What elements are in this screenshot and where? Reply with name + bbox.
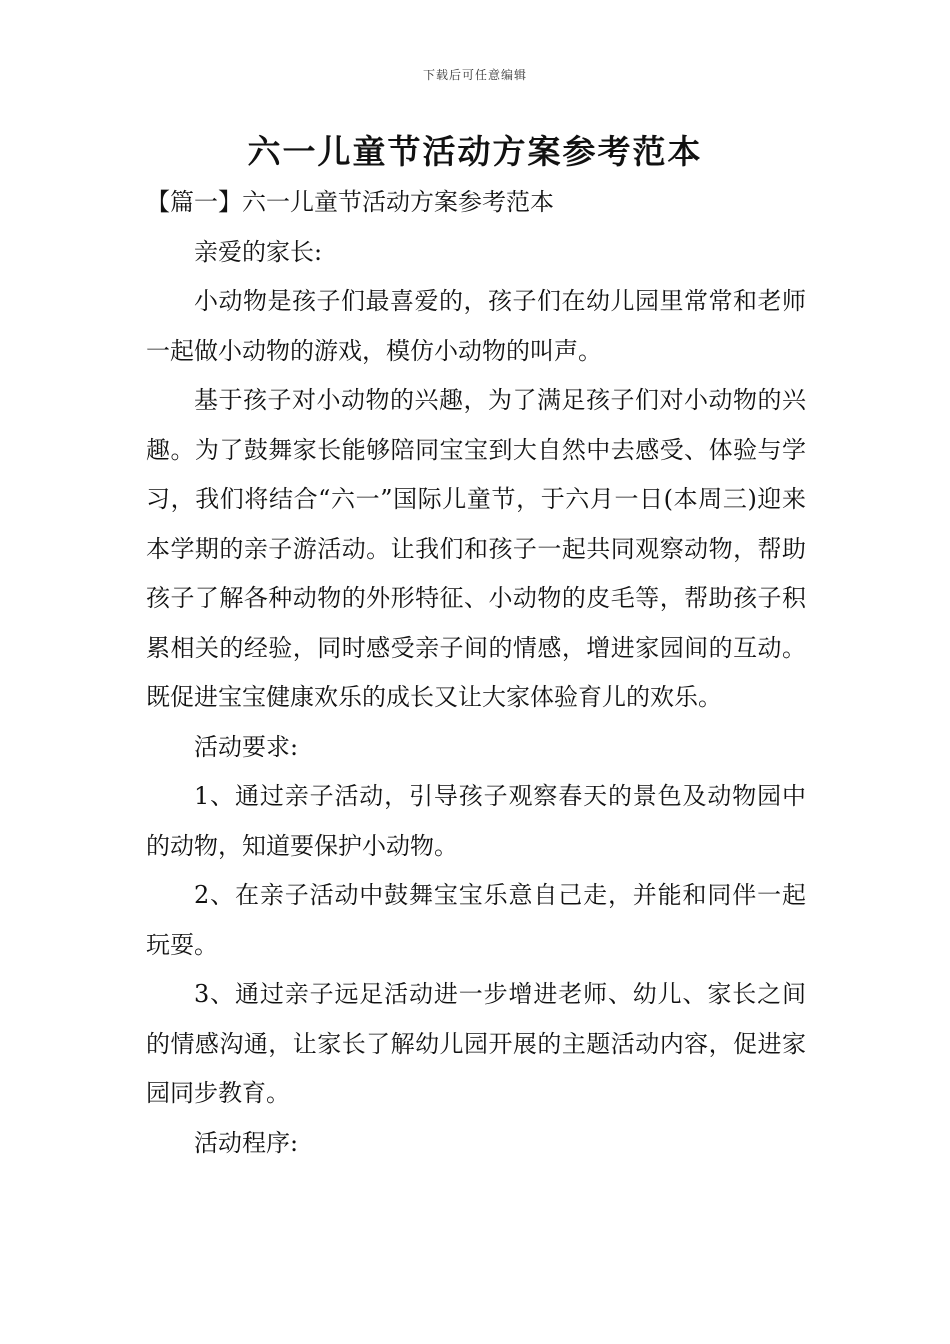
- heading-requirements: 活动要求:: [194, 732, 299, 761]
- header-note: 下载后可任意编辑: [422, 68, 527, 82]
- heading-procedure: 活动程序:: [194, 1128, 299, 1157]
- document-body: [146, 178, 806, 1168]
- requirement-item-2: 2、在亲子活动中鼓舞宝宝乐意自己走，并能和同伴一起玩耍。: [146, 881, 806, 959]
- salutation: 亲爱的家长:: [194, 237, 323, 266]
- requirement-item-1: 1、通过亲子活动，引导孩子观察春天的景色及动物园中的动物，知道要保护小动物。: [146, 782, 806, 860]
- paragraph-intro: 小动物是孩子们最喜爱的，孩子们在幼儿园里常常和老师一起做小动物的游戏，模仿小动物的叫声。: [146, 287, 806, 365]
- document-title: 六一儿童节活动方案参考范本: [247, 132, 703, 171]
- requirement-item-3: 3、通过亲子远足活动进一步增进老师、幼儿、家长之间的情感沟通，让家长了解幼儿园开展的主题活动内容，促进家园同步教育。: [146, 980, 806, 1107]
- paragraph-purpose: 基于孩子对小动物的兴趣，为了满足孩子们对小动物的兴趣。为了鼓舞家长能够陪同宝宝到大自然中去感受、体验与学习，我们将结合“六一”国际儿童节，于六月一日(本周三)迎来本学期的亲子游活动。让我们和孩子一起共同观察动物，帮助孩子了解各种动物的外形特征、小动物的皮毛等，帮助孩子积累相关的经验，同时感受亲子间的情感，增进家园间的互动。既促进宝宝健康欢乐的成长又让大家体验育儿的欢乐。: [146, 386, 806, 711]
- section-title: 【篇一】六一儿童节活动方案参考范本: [146, 188, 554, 216]
